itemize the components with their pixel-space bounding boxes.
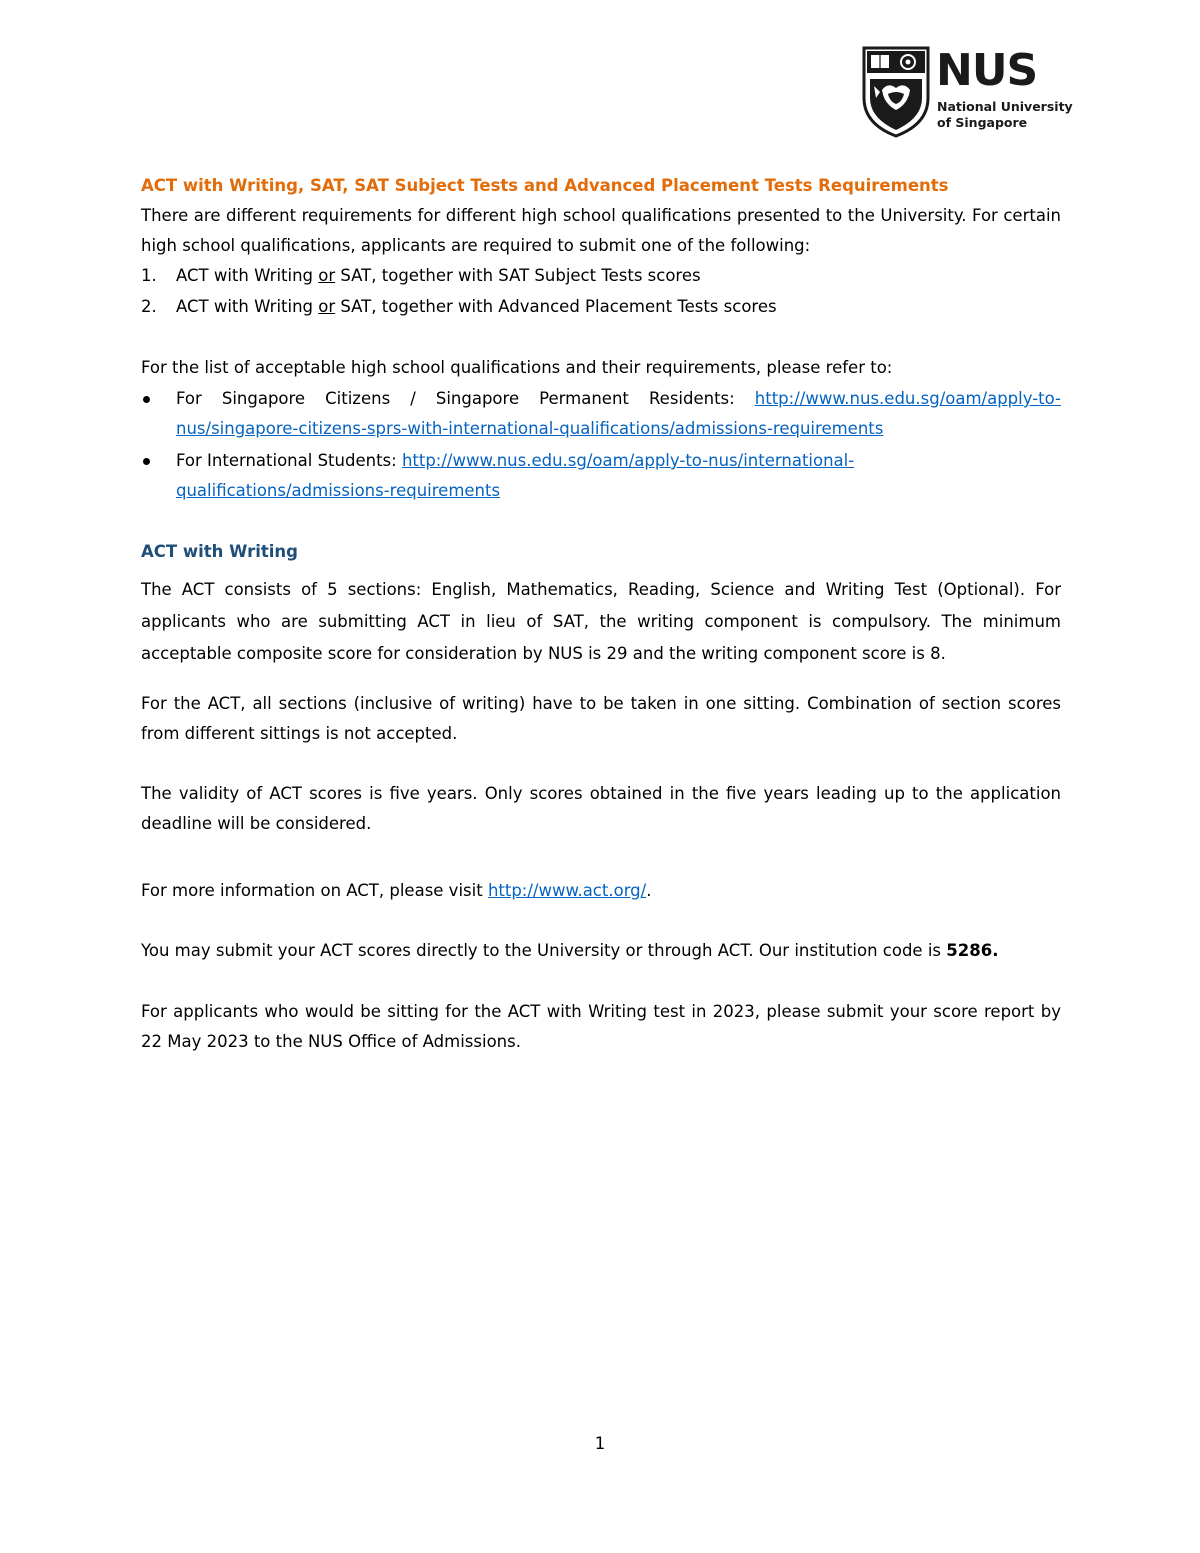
intro-paragraph: There are different requirements for different high school qualifications presented to the University. For certain high school qualifications, applicants are required to submit one of the following: — [141, 206, 1061, 255]
page-number: 1 — [594, 1434, 606, 1453]
list-number: 2. — [141, 297, 157, 316]
nus-tagline-line1: National University — [937, 99, 1073, 114]
sc-spr-link-cont[interactable]: nus/singapore-citizens-sprs-with-international-qualifications/admissions-requirements — [176, 419, 884, 438]
list-number: 1. — [141, 266, 157, 285]
act-paragraph-2: For the ACT, all sections (inclusive of writing) have to be taken in one sitting. Combination of section scores from different sittings is not accepted. — [141, 694, 1061, 743]
institution-code: 5286. — [946, 941, 999, 960]
act-paragraph-3: The validity of ACT scores is five years. Only scores obtained in the five years leading up to the application deadline will be considered. — [141, 784, 1061, 833]
nus-logo — [862, 45, 1073, 138]
nus-crest-icon — [862, 46, 930, 138]
nus-wordmark: NUS — [936, 45, 1038, 96]
list-item-text: ACT with Writing or SAT, together with SAT Subject Tests scores — [176, 266, 701, 285]
page-title: ACT with Writing, SAT, SAT Subject Tests and Advanced Placement Tests Requirements — [141, 176, 949, 195]
list-item-text: ACT with Writing or SAT, together with Advanced Placement Tests scores — [176, 297, 777, 316]
list-item — [141, 446, 1061, 506]
act-paragraph-6: For applicants who would be sitting for the ACT with Writing test in 2023, please submit your score report by 22 May 2023 to the NUS Office of Admissions. — [141, 1002, 1061, 1051]
list-item-text: For International Students: http://www.nus.edu.sg/oam/apply-to-nus/international- — [176, 451, 855, 470]
intl-link-cont[interactable]: qualifications/admissions-requirements — [176, 481, 501, 500]
section-heading: ACT with Writing — [141, 542, 298, 561]
sc-spr-link[interactable]: http://www.nus.edu.sg/oam/apply-to- — [754, 389, 1061, 408]
act-paragraph-5: You may submit your ACT scores directly to the University or through ACT. Our institution code is 5286. — [141, 941, 999, 960]
bullet-icon — [143, 458, 150, 465]
intl-link[interactable]: http://www.nus.edu.sg/oam/apply-to-nus/international- — [401, 451, 855, 470]
list-item-text-cont — [176, 414, 1061, 444]
nus-tagline — [937, 99, 1073, 131]
list-item — [141, 384, 1061, 444]
bullet-icon — [143, 396, 150, 403]
refer-paragraph: For the list of acceptable high school qualifications and their requirements, please refer to: — [141, 358, 893, 377]
act-paragraph-1: The ACT consists of 5 sections: English, Mathematics, Reading, Science and Writing Test (Optional). For applicants who are submitting ACT in lieu of SAT, the writing component is compulsory. The minimum acceptable composite score for consideration by NUS is 29 and the writing component score is 8. — [141, 580, 1061, 663]
list-item-text: For Singapore Citizens / Singapore Permanent Residents: http://www.nus.edu.sg/oam/apply-to- — [176, 389, 1061, 408]
list-item-text-cont — [176, 476, 1061, 506]
act-website-link[interactable]: http://www.act.org/ — [487, 881, 647, 900]
act-paragraph-4: For more information on ACT, please visit http://www.act.org/. — [141, 881, 652, 900]
nus-tagline-line2: of Singapore — [937, 115, 1028, 130]
